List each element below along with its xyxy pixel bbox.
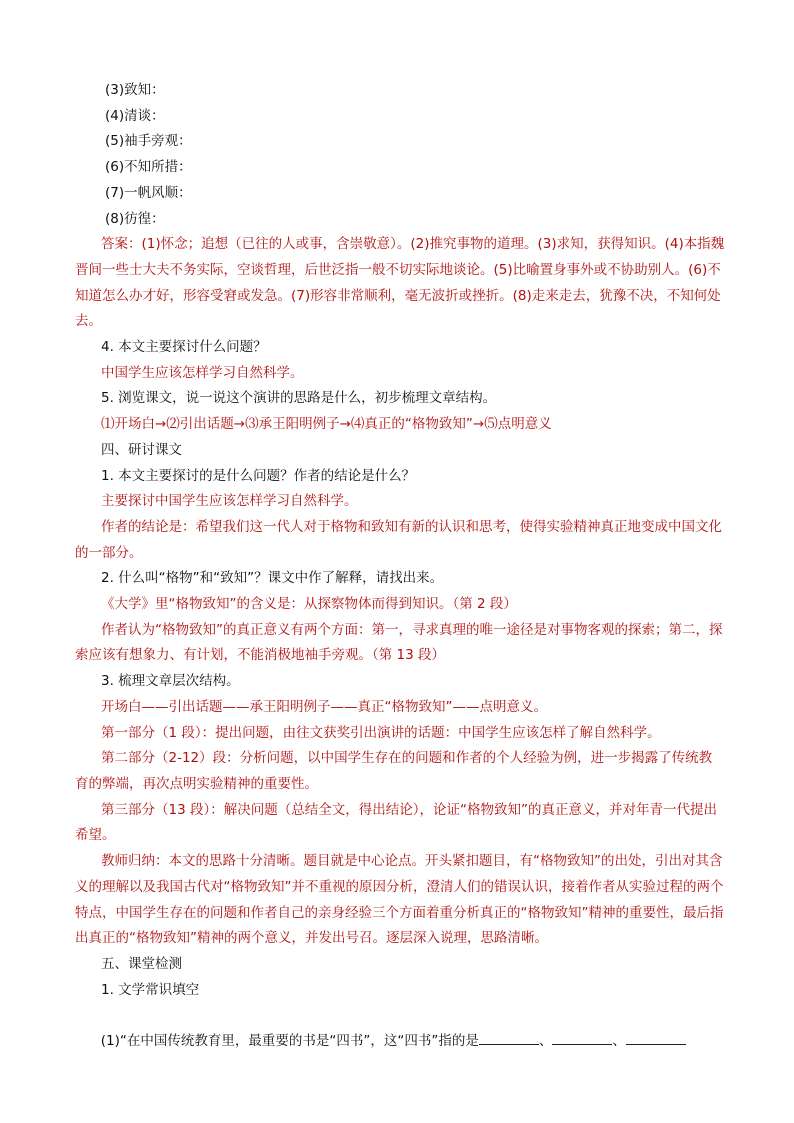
section-4-answer-2-daxue: 《大学》里“格物致知”的含义是：从探察物体而得到知识。（第 2 段） — [101, 596, 517, 613]
answer-4: 中国学生应该怎样学习自然科学。 — [101, 364, 304, 381]
section-5-heading: 五、课堂检测 — [101, 955, 182, 972]
section-5-question-1: 1. 文学常识填空 — [101, 981, 200, 998]
section-4-heading: 四、研讨课文 — [101, 441, 182, 458]
document-body — [75, 78, 725, 1080]
section-4-answer-3-part-1: 第一部分（1 段）：提出问题，由往文获奖引出演讲的话题：中国学生应该怎样了解自然科学。 — [101, 724, 661, 741]
vocab-item-7: (7)一帆风顺： — [105, 184, 192, 201]
section-4-answer-3-outline: 开场白——引出话题——承王阳明例子——真正“格物致知”——点明意义。 — [101, 698, 547, 715]
vocab-item-5: (5)袖手旁观： — [105, 133, 192, 150]
section-4-question-3: 3. 梳理文章层次结构。 — [101, 673, 240, 690]
blank-separator-2: 、 — [612, 1033, 626, 1050]
vocab-item-8: (8)彷徨： — [105, 210, 165, 227]
fill-in-item-1-text: (1)“在中国传统教育里，最重要的书是“四书”，这“四书”指的是 — [100, 1033, 479, 1050]
question-5: 5. 浏览课文，说一说这个演讲的思路是什么，初步梳理文章结构。 — [101, 390, 497, 407]
section-4-answer-2-author: 作者认为“格物致知”的真正意义有两个方面：第一，寻求真理的唯一途径是对事物客观的探索；第二，探索应该有想象力、有计划，不能消极地袖手旁观。（第 13 段） — [75, 621, 723, 664]
section-4-answer-3-part-2: 第二部分（2-12）段：分析问题，以中国学生存在的问题和作者的个人经验为例，进一步揭露了传统教育的弊端，再次点明实验精神的重要性。 — [75, 750, 713, 792]
section-4-answer-3-part-3: 第三部分（13 段）：解决问题（总结全文，得出结论），论证“格物致知”的真正意义，并对年青一代提出希望。 — [75, 801, 717, 844]
vocab-answer: 答案：(1)怀念；追想（已往的人或事，含崇敬意）。(2)推究事物的道理。(3)求知，获得知识。(4)本指魏晋间一些士大夫不务实际，空谈哲理，后世泛指一般不切实际地谈论。(5)比喻置身事外或不协助别人。(6)不知道怎么办才好，形容受窘或发急。(7)形容非常顺利，毫无波折或挫折。(8)走来走去，犹豫不决，不知何处去。 — [75, 236, 725, 330]
answer-blank-1[interactable] — [479, 1030, 539, 1045]
vocab-item-3: (3)致知： — [105, 82, 165, 98]
teacher-summary: 教师归纳：本文的思路十分清晰。题目就是中心论点。开头紧扣题目，有“格物致知”的出处，引出对其含义的理解以及我国古代对“格物致知”并不重视的原因分析，澄清人们的错误认识，接着作者从实验过程的两个特点，中国学生存在的问题和作者自己的亲身经验三个方面着重分析真正的“格物致知”精神的重要性，最后指出真正的“格物致知”精神的两个意义，并发出号召。逐层深入说理，思路清晰。 — [75, 853, 724, 947]
fill-in-item-1 — [75, 1003, 725, 1080]
section-4-answer-1-topic: 主要探讨中国学生应该怎样学习自然科学。 — [101, 493, 358, 510]
section-4-question-2: 2. 什么叫“格物”和“致知”？课文中作了解释，请找出来。 — [101, 570, 444, 587]
section-4-answer-1-conclusion: 作者的结论是：希望我们这一代人对于格物和致知有新的认识和思考，使得实验精神真正地变成中国文化的一部分。 — [75, 518, 722, 561]
vocab-item-4: (4)清谈： — [105, 107, 165, 124]
blank-separator-1: 、 — [538, 1033, 553, 1050]
answer-blank-2[interactable] — [552, 1030, 612, 1045]
answer-5: ⑴开场白→⑵引出话题→⑶承王阳明例子→⑷真正的“格物致知”→⑸点明意义 — [101, 416, 552, 433]
question-4: 4. 本文主要探讨什么问题？ — [101, 339, 267, 356]
section-4-question-1: 1. 本文主要探讨的是什么问题？作者的结论是什么？ — [101, 467, 416, 484]
answer-blank-3[interactable] — [626, 1030, 686, 1045]
vocab-item-6: (6)不知所措： — [105, 159, 192, 176]
